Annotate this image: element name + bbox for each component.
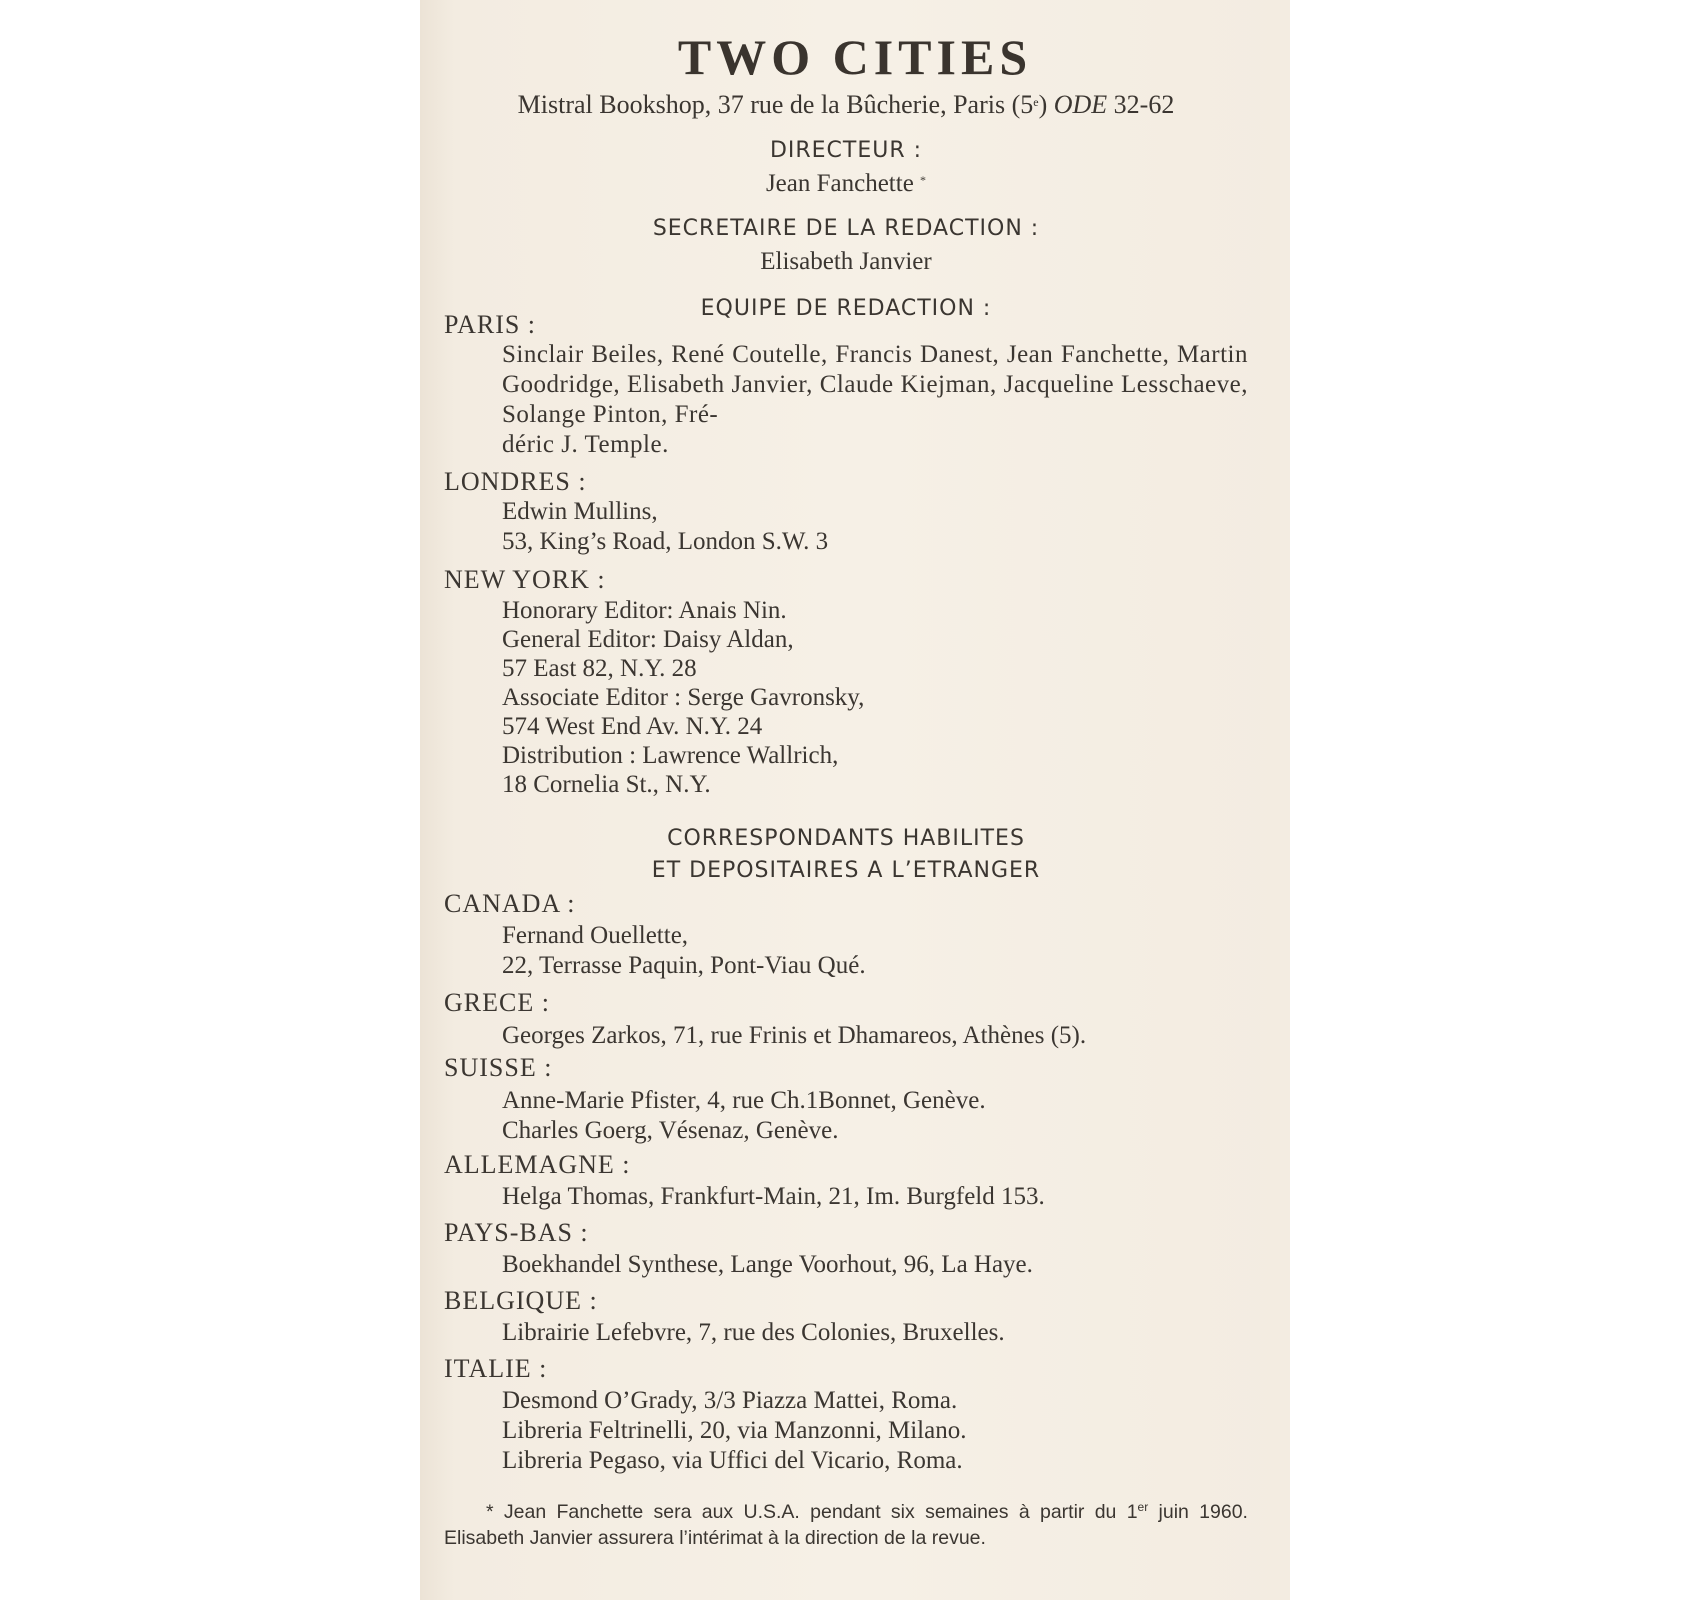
region-allemagne: ALLEMAGNE : bbox=[444, 1150, 631, 1179]
list-item: Librairie Lefebvre, 7, rue des Colonies, Bruxelles. bbox=[502, 1319, 1005, 1346]
list-item: Charles Goerg, Vésenaz, Genève. bbox=[502, 1117, 839, 1144]
list-item: General Editor: Daisy Aldan, bbox=[502, 626, 794, 653]
bookshop-address: Mistral Bookshop, 37 rue de la Bûcherie, Paris (5e) ODE 32-62 bbox=[517, 90, 1175, 119]
region-new-york: NEW YORK : bbox=[444, 565, 606, 594]
paris-members: Sinclair Beiles, René Coutelle, Francis Danest, Jean Fanchette, Martin Goodridge, Elisabeth Janvier, Claude Kiejman, Jacqueline Lesschaeve, Solange Pinton, Fré- déric J. Temple. bbox=[502, 341, 1248, 458]
list-item: 18 Cornelia St., N.Y. bbox=[502, 771, 711, 798]
list-item: Libreria Feltrinelli, 20, via Manzonni, Milano. bbox=[502, 1417, 967, 1444]
list-item: Distribution : Lawrence Wallrich, bbox=[502, 742, 839, 769]
allemagne-list bbox=[502, 1182, 1248, 1212]
masthead-page bbox=[420, 0, 1290, 1600]
directeur-label: DIRECTEUR : bbox=[769, 138, 923, 163]
list-item: Georges Zarkos, 71, rue Frinis et Dhamareos, Athènes (5). bbox=[502, 1022, 1087, 1049]
region-belgique: BELGIQUE : bbox=[444, 1286, 598, 1315]
equipe-label: EQUIPE DE REDACTION : bbox=[700, 296, 992, 321]
list-item: Anne-Marie Pfister, 4, rue Ch.1Bonnet, Genève. bbox=[502, 1087, 986, 1114]
footnote: * Jean Fanchette sera aux U.S.A. pendant six semaines à partir du 1er juin 1960. Elisabeth Janvier assurera l’intérimat à la direction de la revue. bbox=[444, 1500, 1248, 1549]
list-item: Associate Editor : Serge Gavronsky, bbox=[502, 684, 865, 711]
list-item: Honorary Editor: Anais Nin. bbox=[502, 597, 787, 624]
region-canada: CANADA : bbox=[444, 889, 576, 918]
region-suisse: SUISSE : bbox=[444, 1053, 553, 1082]
directeur-name: Jean Fanchette * bbox=[765, 170, 927, 197]
belgique-list bbox=[502, 1318, 1248, 1348]
list-item: Libreria Pegaso, via Uffici del Vicario, Roma. bbox=[502, 1447, 963, 1474]
list-item: 53, King’s Road, London S.W. 3 bbox=[502, 528, 829, 555]
list-item: Boekhandel Synthese, Lange Voorhout, 96, La Haye. bbox=[502, 1251, 1033, 1278]
secretaire-name: Elisabeth Janvier bbox=[760, 248, 932, 275]
list-item: 574 West End Av. N.Y. 24 bbox=[502, 713, 763, 740]
correspondants-label-2: ET DEPOSITAIRES A L’ETRANGER bbox=[651, 858, 1041, 883]
list-item: Fernand Ouellette, bbox=[502, 922, 689, 949]
list-item: Helga Thomas, Frankfurt-Main, 21, Im. Burgfeld 153. bbox=[502, 1183, 1045, 1210]
journal-title: TWO CITIES bbox=[677, 29, 1033, 85]
region-londres: LONDRES : bbox=[444, 467, 587, 496]
region-grece: GRECE : bbox=[444, 988, 550, 1017]
region-italie: ITALIE : bbox=[444, 1354, 548, 1383]
region-pays-bas: PAYS-BAS : bbox=[444, 1218, 589, 1247]
list-item: 57 East 82, N.Y. 28 bbox=[502, 655, 697, 682]
canada-list bbox=[502, 921, 1248, 981]
secretaire-label: SECRETAIRE DE LA REDACTION : bbox=[652, 216, 1040, 241]
list-item: Edwin Mullins, bbox=[502, 498, 658, 525]
new-york-list bbox=[502, 596, 1248, 799]
suisse-list bbox=[502, 1086, 1248, 1146]
grece-list bbox=[502, 1021, 1248, 1051]
italie-list bbox=[502, 1386, 1248, 1476]
correspondants-label-1: CORRESPONDANTS HABILITES bbox=[667, 826, 1025, 851]
londres-list bbox=[502, 497, 1248, 557]
list-item: Desmond O’Grady, 3/3 Piazza Mattei, Roma. bbox=[502, 1387, 958, 1414]
region-paris: PARIS : bbox=[444, 310, 537, 339]
pays-bas-list bbox=[502, 1250, 1248, 1280]
list-item: 22, Terrasse Paquin, Pont-Viau Qué. bbox=[502, 952, 866, 979]
